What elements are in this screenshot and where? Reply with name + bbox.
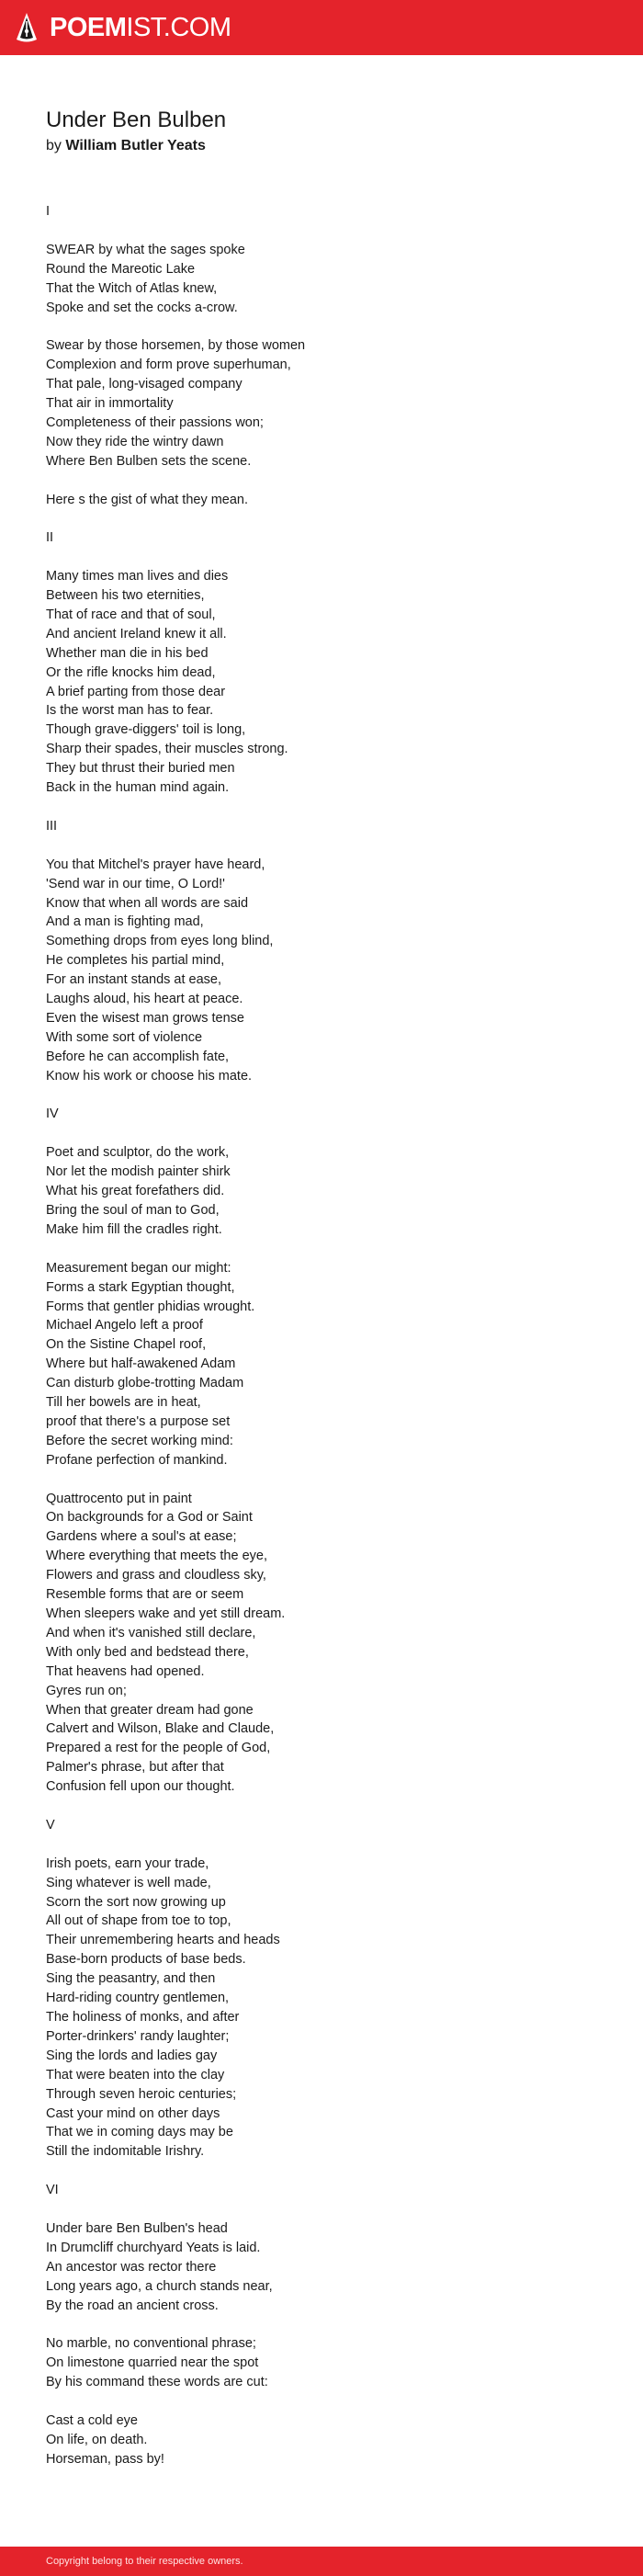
poem-line: Where Ben Bulben sets the scene.	[46, 453, 252, 469]
poem-content	[46, 92, 597, 2489]
poem-line: Now they ride the wintry dawn	[46, 434, 224, 449]
poem-line: Here s the gist of what they mean.	[46, 492, 249, 507]
poem-line: Where everything that meets the eye,	[46, 1549, 267, 1564]
brand-name-bold: POEM	[50, 13, 127, 42]
poem-line: Measurement began our might:	[46, 1260, 231, 1276]
poem-line: By his command these words are cut:	[46, 2375, 268, 2390]
poem-line: Or the rifle knocks him dead,	[46, 664, 216, 680]
poem-line: Round the Mareotic Lake	[46, 261, 196, 277]
copyright-notice: Copyright belong to their respective owners.	[46, 2556, 243, 2567]
poem-line: 'Send war in our time, O Lord!'	[46, 876, 225, 891]
poem-line: When that greater dream had gone	[46, 1702, 254, 1718]
poem-line: Can disturb globe-trotting Madam	[46, 1376, 244, 1391]
poem-line: That the Witch of Atlas knew,	[46, 280, 218, 296]
poem-line: III	[46, 818, 58, 834]
poem-line: Flowers and grass and cloudless sky,	[46, 1568, 266, 1583]
poem-line: That heavens had opened.	[46, 1663, 205, 1679]
stanza	[46, 2334, 597, 2392]
poem-line: And a man is fighting mad,	[46, 914, 204, 930]
site-header	[0, 0, 643, 55]
poem-line: Sing whatever is well made,	[46, 1875, 211, 1890]
poem-line: On limestone quarried near the spot	[46, 2355, 259, 2371]
poem-line: Laughs aloud, his heart at peace.	[46, 992, 243, 1007]
stanza	[46, 1105, 597, 1124]
poem-line: With only bed and bedstead there,	[46, 1644, 249, 1660]
poem-line: Where but half-awakened Adam	[46, 1356, 236, 1372]
poem-line: That were beaten into the clay	[46, 2067, 225, 2082]
stanza	[46, 1490, 597, 1798]
poem-line: Whether man die in his bed	[46, 645, 209, 661]
poem-line: Swear by those horsemen, by those women	[46, 338, 306, 354]
poem-line: No marble, no conventional phrase;	[46, 2336, 256, 2352]
poem-line: Till her bowels are in heat,	[46, 1395, 201, 1411]
stanza	[46, 491, 597, 510]
poem-line: On the Sistine Chapel roof,	[46, 1337, 207, 1353]
poem-line: Though grave-diggers' toil is long,	[46, 722, 246, 738]
stanza	[46, 2219, 597, 2316]
poem-line: Prepared a rest for the people of God,	[46, 1741, 271, 1756]
poem-line: Palmer's phrase, but after that	[46, 1760, 224, 1776]
poem-line: Scorn the sort now growing up	[46, 1894, 226, 1910]
poem-line: Still the indomitable Irishry.	[46, 2144, 205, 2160]
poem-byline	[46, 136, 597, 156]
stanza	[46, 2181, 597, 2200]
site-logo[interactable]	[15, 11, 231, 44]
stanza	[46, 528, 597, 548]
poem-line: IV	[46, 1106, 59, 1122]
poem-line: Nor let the modish painter shirk	[46, 1164, 231, 1180]
poem-line: Poet and sculptor, do the work,	[46, 1145, 230, 1161]
poem-line: Calvert and Wilson, Blake and Claude,	[46, 1721, 275, 1737]
poem-line: Quattrocento put in paint	[46, 1491, 192, 1506]
poem-line: Through seven heroic centuries;	[46, 2086, 237, 2102]
poem-line: For an instant stands at ease,	[46, 972, 222, 988]
poem-line: Sing the lords and ladies gay	[46, 2048, 218, 2063]
poem-line: When sleepers wake and yet still dream.	[46, 1606, 286, 1621]
poem-line: In Drumcliff churchyard Yeats is laid.	[46, 2240, 261, 2255]
poem-line: They but thrust their buried men	[46, 761, 235, 777]
poem-line: Their unremembering hearts and heads	[46, 1933, 280, 1948]
poem-line: Even the wisest man grows tense	[46, 1010, 244, 1026]
poem-line: Sing the peasantry, and then	[46, 1971, 216, 1987]
poem-line: And ancient Ireland knew it all.	[46, 626, 227, 641]
poem-line: Is the worst man has to fear.	[46, 703, 214, 719]
poem-line: Back in the human mind again.	[46, 780, 230, 796]
poem-line: Profane perfection of mankind.	[46, 1452, 228, 1468]
stanza	[46, 241, 597, 318]
poem-line: With some sort of violence	[46, 1029, 203, 1045]
stanza	[46, 1855, 597, 2162]
poem-line: The holiness of monks, and after	[46, 2009, 240, 2025]
poem-line: SWEAR by what the sages spoke	[46, 242, 245, 257]
poem-line: Confusion fell upon our thought.	[46, 1779, 235, 1795]
poem-line: An ancestor was rector there	[46, 2259, 217, 2275]
poem-line: Forms that gentler phidias wrought.	[46, 1299, 255, 1314]
poem-line: Irish poets, earn your trade,	[46, 1855, 209, 1871]
brand-name-domain: IST.COM	[126, 13, 231, 42]
poem-line: V	[46, 1817, 55, 1833]
stanza	[46, 856, 597, 1086]
poem-line: What his great forefathers did.	[46, 1184, 225, 1199]
poem-line: Porter-drinkers' randy laughter;	[46, 2028, 230, 2044]
poem-line: Base-born products of base beds.	[46, 1952, 246, 1968]
poem-line: proof that there's a purpose set	[46, 1413, 231, 1429]
poem-line: Between his two eternities,	[46, 588, 205, 604]
stanza	[46, 567, 597, 798]
brand-name	[50, 11, 231, 44]
poem-line: Know that when all words are said	[46, 895, 249, 911]
poem-line: A brief parting from those dear	[46, 684, 226, 699]
poem-line: Resemble forms that are or seem	[46, 1587, 244, 1603]
stanza	[46, 1143, 597, 1240]
author-link[interactable]: William Butler Yeats	[65, 138, 206, 153]
stanza	[46, 1259, 597, 1470]
poem-line: Forms a stark Egyptian thought,	[46, 1279, 235, 1295]
poem-line: Before the secret working mind:	[46, 1433, 233, 1448]
poem-line: Complexion and form prove superhuman,	[46, 357, 291, 373]
stanza	[46, 2411, 597, 2469]
poem-line: Spoke and set the cocks a-crow.	[46, 300, 238, 315]
site-footer	[0, 2547, 643, 2576]
poem-line: Something drops from eyes long blind,	[46, 934, 274, 949]
stanza	[46, 202, 597, 221]
poem-line: II	[46, 530, 54, 546]
stanza	[46, 336, 597, 471]
stanza	[46, 817, 597, 836]
byline-prefix: by	[46, 138, 62, 153]
poem-line: Cast your mind on other days	[46, 2105, 220, 2121]
poem-line: Hard-riding country gentlemen,	[46, 1991, 230, 2006]
poem-line: You that Mitchel's prayer have heard,	[46, 857, 265, 872]
poem-line: That of race and that of soul,	[46, 607, 216, 622]
poem-line: Bring the soul of man to God,	[46, 1202, 220, 1218]
poem-line: That we in coming days may be	[46, 2125, 233, 2140]
poem-line: On life, on death.	[46, 2432, 148, 2447]
poem-title: Under Ben Bulben	[46, 108, 227, 132]
poem-line: Know his work or choose his mate.	[46, 1068, 253, 1084]
poem-line: Michael Angelo left a proof	[46, 1318, 203, 1333]
poem-line: Sharp their spades, their muscles strong.	[46, 742, 288, 757]
poem-line: Many times man lives and dies	[46, 569, 229, 584]
poem-line: I	[46, 204, 51, 219]
poem-line: Make him fill the cradles right.	[46, 1221, 222, 1237]
poem-line: By the road an ancient cross.	[46, 2298, 219, 2313]
poem-line: Completeness of their passions won;	[46, 414, 264, 430]
poem-line: Horseman, pass by!	[46, 2451, 164, 2467]
poem-line: Long years ago, a church stands near,	[46, 2278, 273, 2294]
poem-line: All out of shape from toe to top,	[46, 1913, 231, 1929]
poem-line: Before he can accomplish fate,	[46, 1049, 230, 1064]
poem-line: Gardens where a soul's at ease;	[46, 1529, 237, 1545]
poem-line: Under bare Ben Bulben's head	[46, 2220, 228, 2236]
poem-body	[46, 202, 597, 2469]
poem-line: That air in immortality	[46, 396, 174, 412]
poem-line: He completes his partial mind,	[46, 953, 225, 969]
stanza	[46, 1816, 597, 1835]
poem-line: Cast a cold eye	[46, 2412, 138, 2428]
poem-line: That pale, long-visaged company	[46, 377, 243, 392]
poem-line: And when it's vanished still declare,	[46, 1625, 256, 1640]
poem-line: Gyres run on;	[46, 1683, 127, 1698]
poem-line: On backgrounds for a God or Saint	[46, 1510, 253, 1526]
poem-line: VI	[46, 2183, 59, 2198]
quill-nib-icon	[15, 12, 39, 43]
